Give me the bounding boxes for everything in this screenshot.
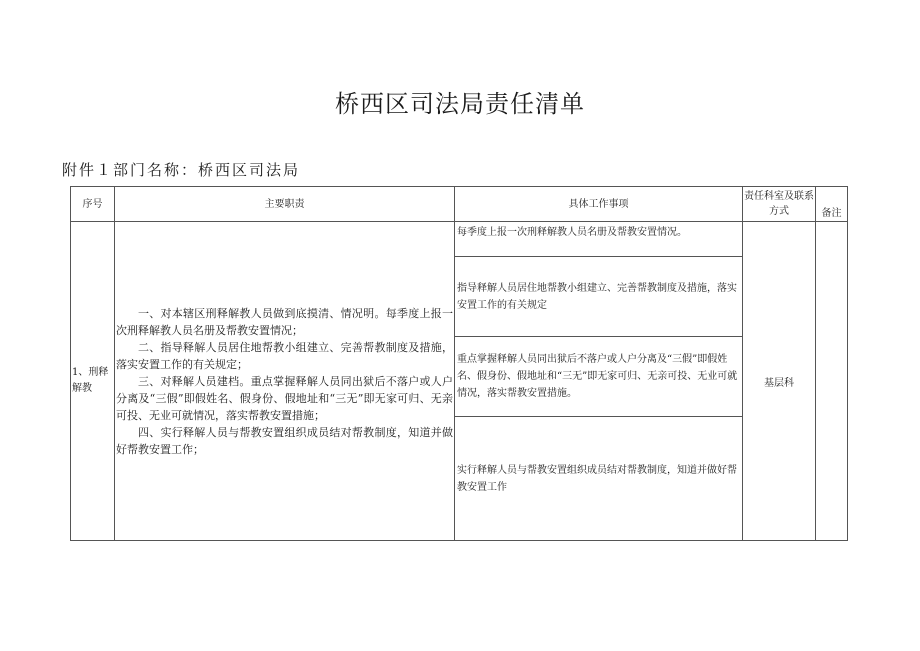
table-header-row xyxy=(71,187,848,222)
row-duties-cell xyxy=(115,222,455,541)
duty-paragraph-3: 三、对释解人员建档。重点掌握释解人员同出狱后不落户或人户分离及“三假”即假姓名、假身份、假地址和“三无”即无家可归、无亲可投、无业可就情况，落实帮教安置措施； xyxy=(116,374,453,422)
department-subtitle: 附件１部门名称：桥西区司法局 xyxy=(62,161,301,179)
work-item-4: 实行释解人员与帮教安置组织成员结对帮教制度，知道并做好帮教安置工作 xyxy=(455,417,743,541)
row-remarks-cell xyxy=(816,222,848,541)
document-title: 桥西区司法局责任清单 xyxy=(335,90,585,118)
responsibility-table xyxy=(70,186,848,541)
row-dept-cell: 基层科 xyxy=(743,222,816,541)
duty-paragraph-4: 四、实行释解人员与帮教安置组织成员结对帮教制度，知道并做好帮教安置工作； xyxy=(116,425,453,456)
work-item-3: 重点掌握释解人员同出狱后不落户或人户分离及“三假”即假姓名、假身份、假地址和“三无”即无家可归、无亲可投、无业可就情况，落实帮教安置措施。 xyxy=(455,337,743,417)
duty-paragraph-1: 一、对本辖区刑释解教人员做到底摸清、情况明。每季度上报一次刑释解教人员名册及帮教安置情况； xyxy=(116,306,453,337)
duty-paragraph-2: 二、指导释解人员居住地帮教小组建立、完善帮教制度及措施，落实安置工作的有关规定； xyxy=(116,340,453,371)
work-item-2: 指导释解人员居住地帮教小组建立、完善帮教制度及措施，落实安置工作的有关规定 xyxy=(455,257,743,337)
row-serial-cell: 1、刑释解教 xyxy=(71,222,115,541)
table-row xyxy=(71,222,848,257)
header-main-duties: 主要职责 xyxy=(115,187,455,222)
work-item-1: 每季度上报一次刑释解教人员名册及帮教安置情况。 xyxy=(455,222,743,257)
header-serial-number: 序号 xyxy=(71,187,115,222)
header-remarks: 备注 xyxy=(816,187,848,222)
header-responsible-dept: 责任科室及联系方式 xyxy=(743,187,816,222)
header-work-items: 具体工作事项 xyxy=(455,187,743,222)
